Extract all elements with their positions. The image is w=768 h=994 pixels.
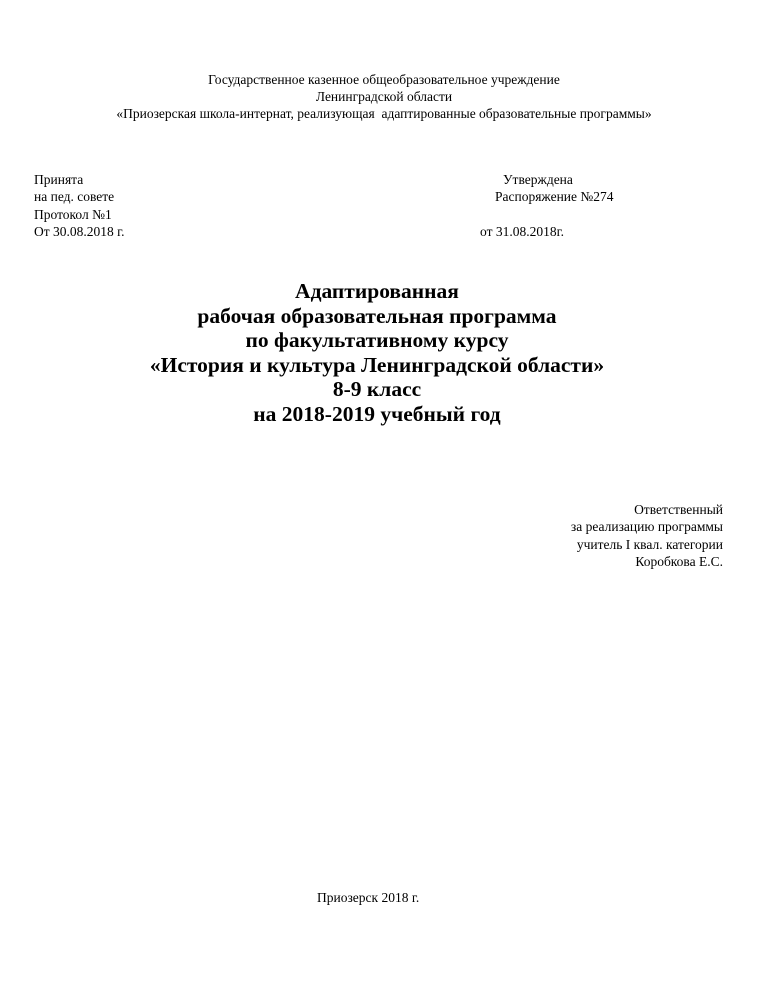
approved-spacer [480,206,614,223]
responsible-category: учитель I квал. категории [576,536,723,552]
accepted-council: на пед. совете [34,189,115,205]
title-line-5: 8-9 класс [332,377,422,401]
responsible-name: Коробкова Е.С. [635,554,723,570]
responsible-label: Ответственный [634,502,723,517]
place-year: Приозерск 2018 г. [317,890,420,905]
program-title [0,279,754,426]
responsible-role: за реализацию программы [570,519,723,535]
approved-date: от 31.08.2018г. [480,223,564,239]
title-line-4: «История и культура Ленинградской области» [149,352,605,377]
title-line-1: Адаптированная [295,279,459,303]
title-line-6: на 2018-2019 учебный год [253,401,501,426]
accepted-label: Принята [34,172,84,187]
institution-name-line-1: Государственное казенное общеобразовательное учреждение [208,72,560,87]
institution-header [0,71,768,122]
title-line-2: рабочая образовательная программа [197,303,557,328]
accepted-block [34,171,125,240]
accepted-date: От 30.08.2018 г. [34,223,125,239]
title-line-3: по факультативному курсу [245,328,509,352]
institution-name-line-3: «Приозерская школа-интернат, реализующая адаптированные образовательные программы» [116,106,652,121]
responsible-block [571,501,723,571]
approved-order: Распоряжение №274 [495,189,614,205]
accepted-protocol: Протокол №1 [34,206,112,222]
approved-block [480,171,614,240]
institution-name-line-2: Ленинградской области [315,89,453,104]
approved-label: Утверждена [503,172,573,187]
